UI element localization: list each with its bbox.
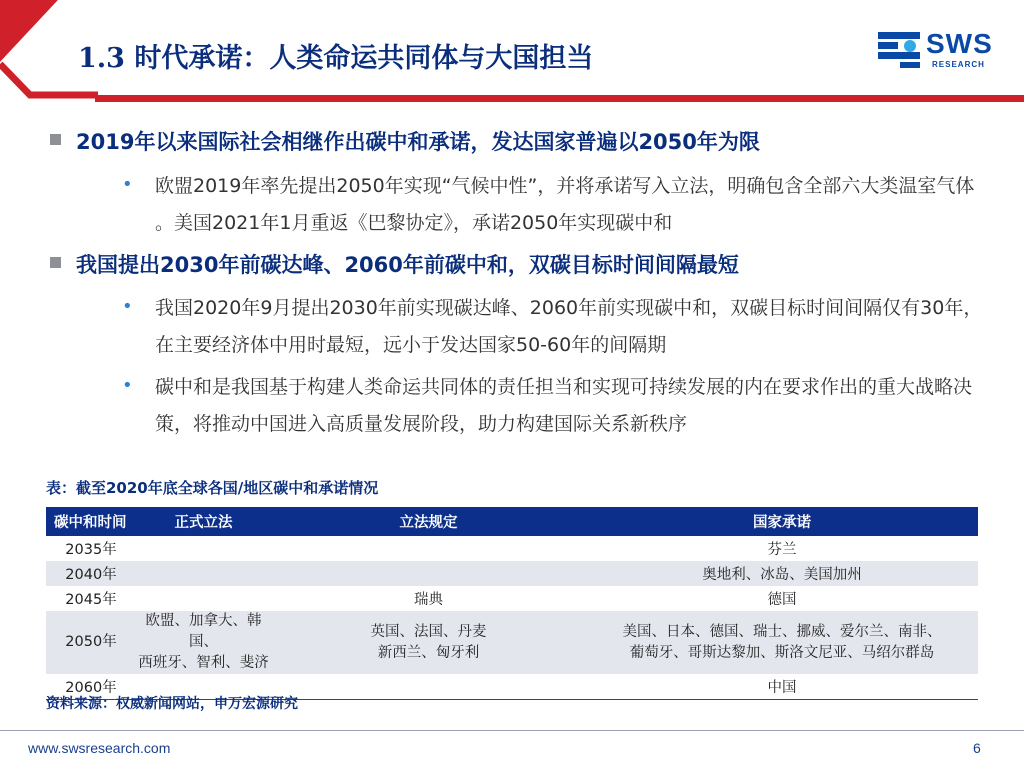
table-cell: 中国	[586, 674, 978, 700]
table-row	[46, 536, 978, 561]
sws-logo-icon	[876, 30, 922, 70]
page-number: 6	[973, 740, 981, 756]
footer-url[interactable]: www.swsresearch.com	[28, 740, 171, 756]
table-cell: 瑞典	[414, 592, 443, 608]
col-header-formal-law: 正式立法	[136, 507, 271, 536]
dot-bullet-icon: •	[122, 296, 133, 317]
header-divider	[95, 95, 1024, 102]
table-cell: 2050年	[46, 611, 136, 674]
table-cell: 2060年	[46, 674, 136, 700]
table-cell: 2035年	[65, 542, 117, 558]
table-cell: 2045年	[65, 592, 117, 608]
logo-subtext: RESEARCH	[932, 60, 985, 69]
bullet-item: • 欧盟2019年率先提出2050年实现“气候中性”，并将承诺写入立法，明确包含全部六大类温室气体 。美国2021年1月重返《巴黎协定》，承诺2050年实现碳中和	[155, 168, 985, 242]
carbon-neutral-table	[46, 507, 978, 700]
table-cell	[271, 536, 586, 561]
table-cell	[271, 561, 586, 586]
bullet-item: • 我国2020年9月提出2030年前实现碳达峰、2060年前实现碳中和，双碳目标时间间隔仅有30年，在主要经济体中用时最短，远小于发达国家50-60年的间隔期	[155, 290, 985, 364]
table-row	[46, 611, 978, 674]
col-header-time: 碳中和时间	[46, 507, 136, 536]
table-header-row	[46, 507, 978, 536]
table-cell	[271, 674, 586, 700]
bullet-item: • 碳中和是我国基于构建人类命运共同体的责任担当和实现可持续发展的内在要求作出的重大战略决策，将推动中国进入高质量发展阶段，助力构建国际关系新秩序	[155, 369, 985, 443]
table-cell	[136, 536, 271, 561]
table-cell: 美国、日本、德国、瑞士、挪威、爱尔兰、南非、 葡萄牙、哥斯达黎加、斯洛文尼亚、马绍尔群岛	[586, 611, 978, 674]
col-header-legislation: 立法规定	[271, 507, 586, 536]
sws-logo	[876, 26, 1000, 74]
square-bullet-icon	[50, 257, 61, 268]
table-cell: 欧盟、加拿大、韩国、 西班牙、智利、斐济	[136, 611, 271, 674]
table-cell: 芬兰	[767, 542, 797, 558]
section-heading-1: 2019年以来国际社会相继作出碳中和承诺，发达国家普遍以2050年为限	[76, 126, 760, 156]
table-cell: 英国、法国、丹麦 新西兰、匈牙利	[271, 611, 586, 674]
dot-bullet-icon: •	[122, 174, 133, 195]
col-header-national-pledge: 国家承诺	[586, 507, 978, 536]
section-heading-2: 我国提出2030年前碳达峰、2060年前碳中和，双碳目标时间间隔最短	[76, 249, 739, 279]
table-cell: 2040年	[46, 561, 136, 586]
table-cell: 德国	[767, 592, 797, 608]
footer-divider	[0, 730, 1024, 731]
table-cell: 奥地利、冰岛、美国加州	[586, 561, 978, 586]
page-title: 1.3 时代承诺：人类命运共同体与大国担当	[78, 43, 594, 74]
table-row	[46, 586, 978, 611]
table-cell	[136, 561, 271, 586]
logo-wordmark: SWS	[926, 28, 993, 59]
table-caption: 表：截至2020年底全球各国/地区碳中和承诺情况	[46, 479, 379, 497]
dot-bullet-icon: •	[122, 375, 133, 396]
table-cell	[136, 586, 271, 611]
square-bullet-icon	[50, 134, 61, 145]
table-row	[46, 561, 978, 586]
table-source: 资料来源：权威新闻网站，申万宏源研究	[46, 696, 298, 712]
